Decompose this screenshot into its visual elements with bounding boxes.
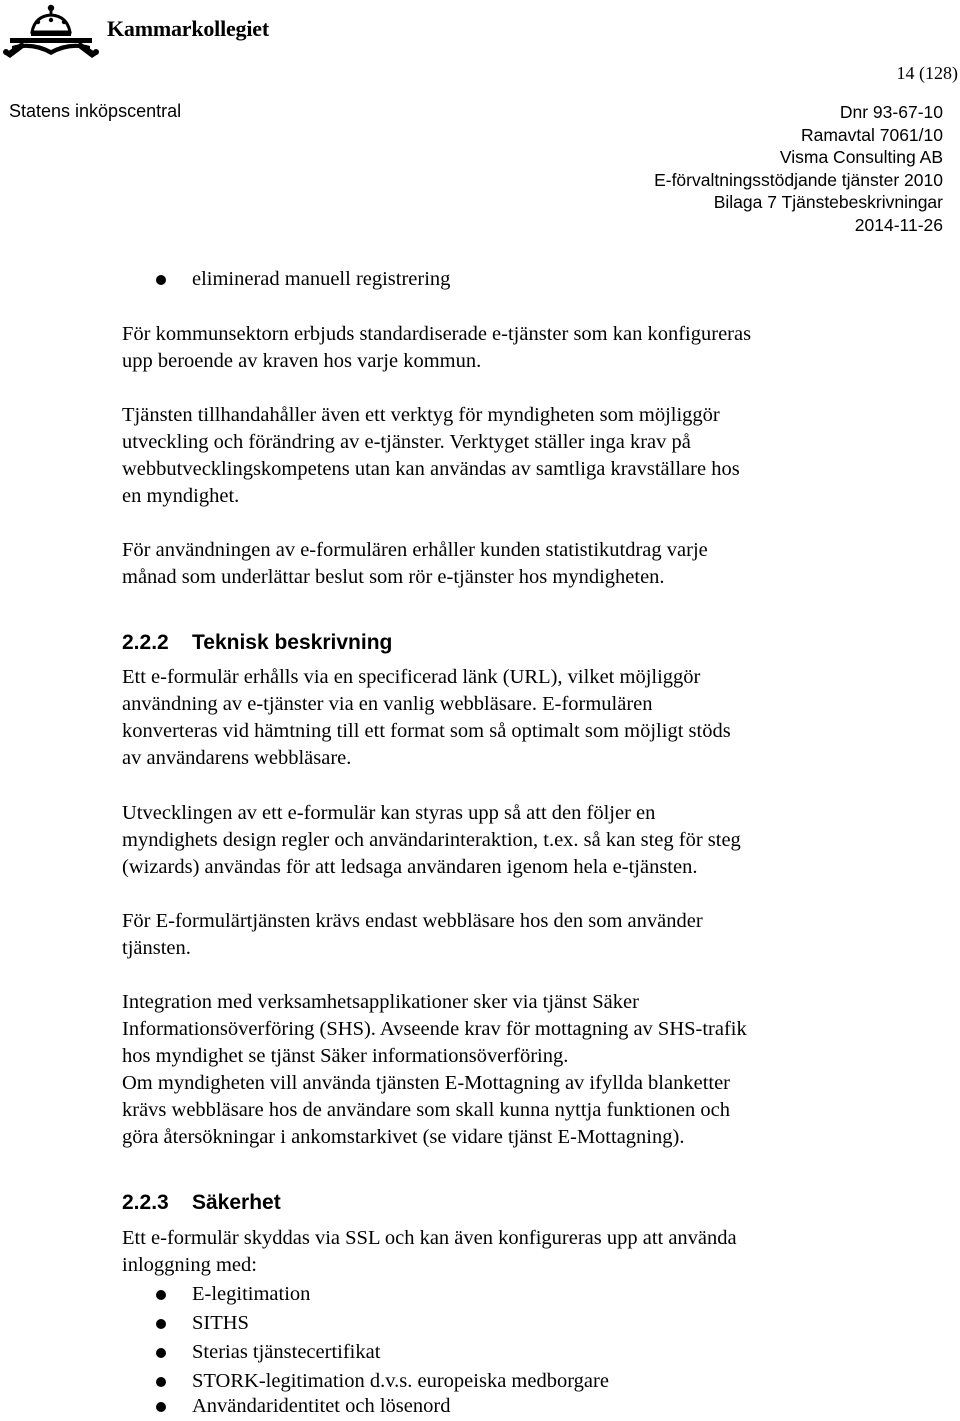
paragraph-statistics: För användningen av e-formulären erhåller kunden statistikutdrag varje månad som underlättar beslut som rör e-tjänster hos myndigheten.	[122, 539, 708, 588]
meta-appendix: Bilaga 7 Tjänstebeskrivningar	[713, 192, 943, 212]
meta-date: 2014-11-26	[854, 214, 943, 235]
meta-supplier: Visma Consulting AB	[779, 147, 943, 167]
page-number: 14 (128)	[896, 63, 958, 83]
section-number: 2.2.2	[122, 631, 169, 654]
department-name: Statens inköpscentral	[9, 101, 182, 121]
section-number: 2.2.3	[122, 1191, 169, 1214]
bullet-icon	[156, 1319, 166, 1329]
bullet-icon	[156, 1348, 166, 1358]
organization-name: Kammarkollegiet	[107, 16, 269, 41]
paragraph-municipal-services: För kommunsektorn erbjuds standardiserade e-tjänster som kan konfigureras upp beroende av kraven hos varje kommun.	[122, 323, 752, 372]
section-heading-security	[122, 1191, 281, 1215]
document-meta	[654, 101, 943, 236]
paragraph-tool: Tjänsten tillhandahåller även ett verktyg för myndigheten som möjliggör utveckling och förändring av e-tjänster. Verktyget ställer inga krav på webbutvecklingskompetens utan kan användas av samtliga kravställare hos en myndighet.	[122, 404, 740, 507]
section-title: Säkerhet	[192, 1191, 281, 1214]
paragraph-design: Utvecklingen av ett e-formulär kan styras upp så att den följer en myndighets design regler och användarinteraktion, t.ex. så kan steg för steg (wizards) användas för att ledsaga användaren igenom hela e-tjänsten.	[122, 802, 741, 878]
section-heading-technical	[122, 631, 392, 655]
bullet-icon	[156, 1377, 166, 1387]
kammarkollegiet-crown-logo	[2, 2, 100, 60]
bullet-icon	[156, 275, 166, 285]
section-title: Teknisk beskrivning	[192, 631, 393, 654]
paragraph-integration: Integration med verksamhetsapplikationer sker via tjänst Säker Informationsöverföring (SHS). Avseende krav för mottagning av SHS-trafik hos myndighet se tjänst Säker informationsöverföring. Om myndigheten vill använda tjänsten E-Mottagning av ifyllda blanketter krävs webbläsare hos de användare som skall kunna nyttja funktionen och göra återsökningar i ankomstarkivet (se vidare tjänst E-Mottagning).	[122, 991, 747, 1148]
meta-dnr: Dnr 93-67-10	[839, 102, 943, 122]
bullet-icon	[156, 1290, 166, 1300]
meta-area: E-förvaltningsstödjande tjänster 2010	[654, 169, 943, 190]
paragraph-browser-requirement: För E-formulärtjänsten krävs endast webbläsare hos den som använder tjänsten.	[122, 910, 703, 959]
paragraph-ssl: Ett e-formulär skyddas via SSL och kan även konfigureras upp att använda inloggning med:	[122, 1227, 737, 1276]
bullet-icon	[156, 1402, 166, 1412]
meta-ramavtal: Ramavtal 7061/10	[800, 124, 943, 145]
paragraph-url-access: Ett e-formulär erhålls via en specificerad länk (URL), vilket möjliggör användning av e-tjänster via en vanlig webbläsare. E-formulären konverteras vid hämtning till ett format som så optimalt som möjligt stöds av användarens webbläsare.	[122, 666, 731, 769]
